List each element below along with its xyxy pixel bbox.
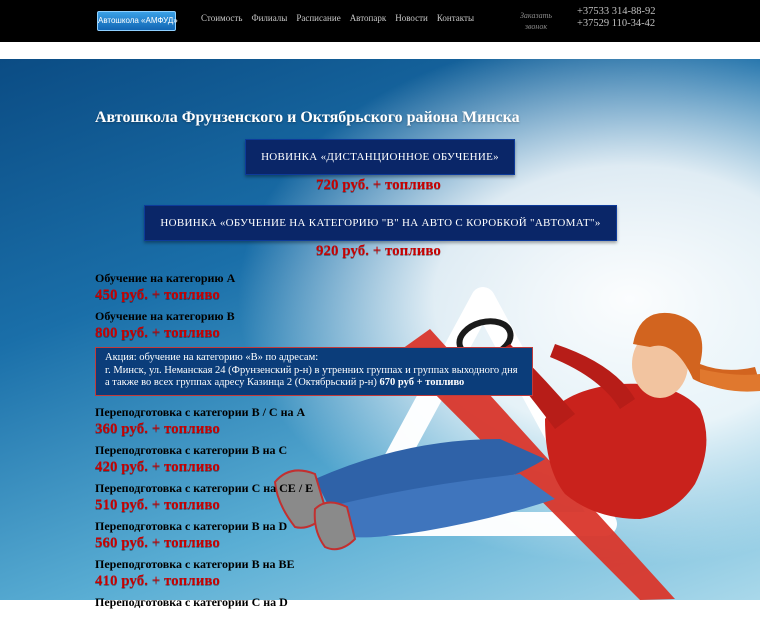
logo[interactable]: Автошкола «АМФУД» <box>97 11 176 31</box>
list-item <box>95 404 313 442</box>
offer-line-2: г. Минск, ул. Неманская 24 (Фрунзенский р-н) в утренних группах и группах выходного дня <box>105 364 518 376</box>
retraining-price: 510 руб. + топливо <box>95 497 220 513</box>
callback-link[interactable]: Заказать звонок <box>519 11 553 31</box>
retraining-price: 560 руб. + топливо <box>95 535 220 551</box>
phone-1[interactable]: +37533 314-88-92 <box>577 6 656 17</box>
retraining-price: 360 руб. + топливо <box>95 421 220 437</box>
nav-link-contacts[interactable]: Контакты <box>436 13 475 23</box>
retraining-title[interactable]: Переподготовка с категории В на ВЕ <box>95 557 295 571</box>
list-item <box>95 308 235 346</box>
retraining-title[interactable]: Переподготовка с категории С на D <box>95 595 288 609</box>
header-divider <box>0 42 760 59</box>
retraining-title[interactable]: Переподготовка с категории В на С <box>95 443 288 457</box>
offer-price: 670 руб + топливо <box>379 377 465 388</box>
category-price: 800 руб. + топливо <box>95 325 220 341</box>
nav-link-fleet[interactable]: Автопарк <box>349 13 387 23</box>
retraining-price: 420 руб. + топливо <box>95 459 220 475</box>
retraining-title[interactable]: Переподготовка с категории С на СЕ / Е <box>95 481 314 495</box>
retraining-price: 410 руб. + топливо <box>95 573 220 589</box>
distance-learning-price: 720 руб. + топливо <box>316 177 441 193</box>
list-item <box>95 442 313 480</box>
automatic-gearbox-button[interactable]: НОВИНКА «ОБУЧЕНИЕ НА КАТЕГОРИЮ "В" НА АВТО С КОРОБКОЙ "АВТОМАТ"» <box>144 205 617 241</box>
offer-line-3 <box>105 377 523 390</box>
promo-offer-box <box>95 347 533 396</box>
nav-link-schedule[interactable]: Расписание <box>296 13 341 23</box>
retraining-list <box>95 404 313 632</box>
page-title: Автошкола Фрунзенского и Октябрьского района Минска <box>95 109 520 126</box>
offer-address: а также во всех группах адресу Казинца 2 (Октябрьский р-н) <box>105 377 377 388</box>
nav-link-branches[interactable]: Филиалы <box>251 13 288 23</box>
distance-learning-button[interactable]: НОВИНКА «ДИСТАНЦИОННОЕ ОБУЧЕНИЕ» <box>245 139 515 175</box>
phone-numbers <box>577 6 656 30</box>
nav-link-prices[interactable]: Стоимость <box>201 13 243 23</box>
retraining-title[interactable]: Переподготовка с категории В на D <box>95 519 288 533</box>
top-bar <box>0 0 760 42</box>
retraining-title[interactable]: Переподготовка с категории В / С на А <box>95 405 306 419</box>
category-title[interactable]: Обучение на категорию А <box>95 271 236 285</box>
automatic-gearbox-price: 920 руб. + топливо <box>316 243 441 259</box>
offer-line-1: Акция: обучение на категорию «В» по адресам: <box>105 352 319 363</box>
nav-link-news[interactable]: Новости <box>395 13 428 23</box>
category-list <box>95 270 235 346</box>
list-item <box>95 594 313 632</box>
list-item <box>95 518 313 556</box>
list-item <box>95 480 313 518</box>
list-item <box>95 556 313 594</box>
hero-section <box>0 59 760 609</box>
category-price: 450 руб. + топливо <box>95 287 220 303</box>
list-item <box>95 270 235 308</box>
driver-illustration <box>255 269 760 600</box>
category-title[interactable]: Обучение на категорию В <box>95 309 235 323</box>
main-nav <box>201 13 474 23</box>
phone-2[interactable]: +37529 110-34-42 <box>577 18 656 29</box>
